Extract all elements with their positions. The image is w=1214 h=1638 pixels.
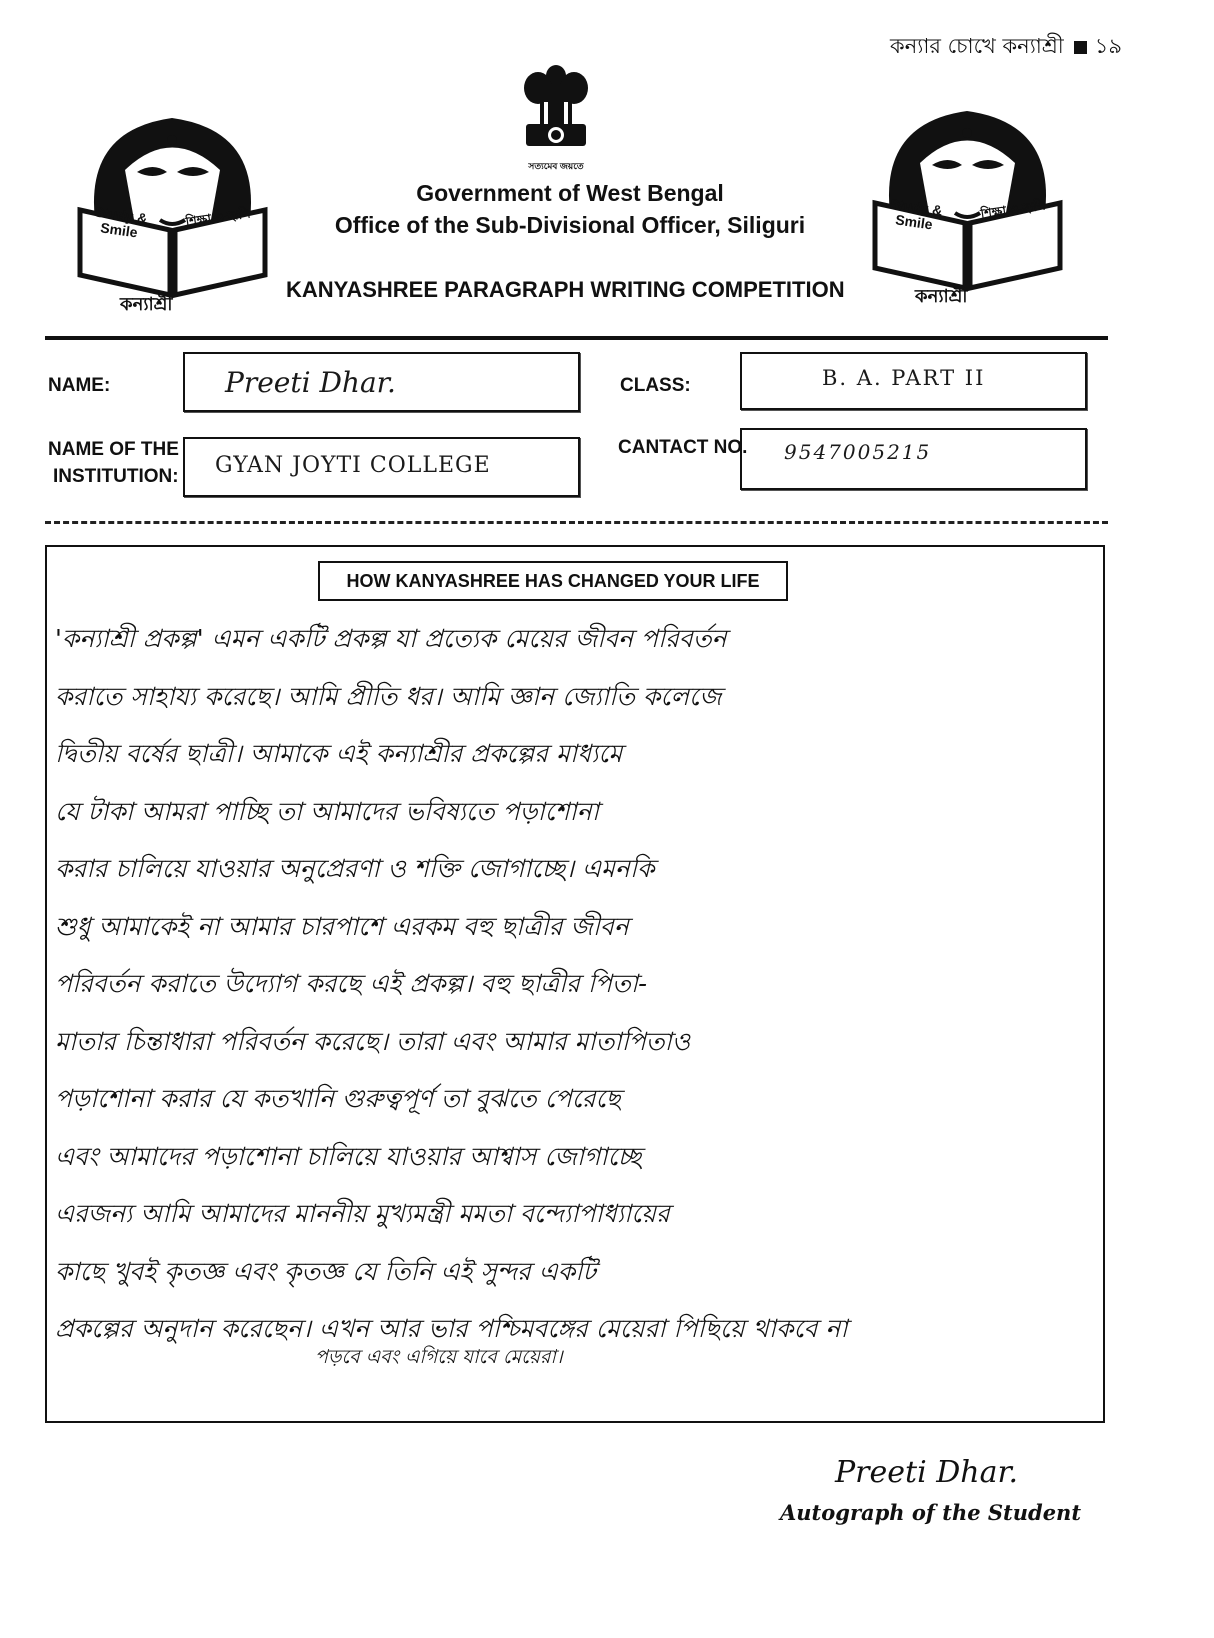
essay-line: এবং আমাদের পড়াশোনা চালিয়ে যাওয়ার আশ্বাস জোগাচ্ছে [55,1141,642,1171]
page-number: ১৯ [1094,34,1122,58]
header-divider [45,336,1108,340]
logo-caption: কন্যাশ্রী [120,294,173,314]
logo-text-right: শিক্ষা ও হাসি [184,205,252,230]
class-label: CLASS: [620,375,691,396]
government-title: Government of West Bengal [416,180,724,206]
logo-text-left-2: Study & Smile [888,195,944,233]
essay-line: করাতে সাহায্য করেছে। আমি প্রীতি ধর। আমি জ্ঞান জ্যোতি কলেজে [55,681,722,711]
institution-label-2: INSTITUTION: [53,466,179,487]
essay-line: পরিবর্তন করাতে উদ্যোগ করছে এই প্রকল্প। বহু ছাত্রীর পিতা- [55,969,647,998]
name-label: NAME: [48,375,111,396]
contact-value: 9547005215 [784,440,932,464]
institution-field[interactable] [183,437,580,497]
dashed-divider [45,521,1108,524]
institution-value: GYAN JOYTI COLLEGE [215,453,491,478]
institution-label-1: NAME OF THE [48,439,179,460]
essay-line-last: পড়বে এবং এগিয়ে যাবে মেয়েরা। [315,1345,563,1368]
essay-heading: HOW KANYASHREE HAS CHANGED YOUR LIFE [318,561,788,601]
logo-text-right-2: শিক্ষা ও হাসি [979,197,1047,222]
essay-line: 'কন্যাশ্রী প্রকল্প' এমন একটি প্রকল্প যা প্রত্যেক মেয়ের জীবন পরিবর্তন [55,624,727,653]
class-field[interactable] [740,352,1087,410]
essay-line: মাতার চিন্তাধারা পরিবর্তন করেছে। তারা এবং আমার মাতাপিতাও [55,1026,691,1056]
essay-text [55,610,1095,1370]
essay-line: শুধু আমাকেই না আমার চারপাশে এরকম বহু ছাত্রীর জীবন [55,911,629,941]
essay-line: এরজন্য আমি আমাদের মাননীয় মুখ্যমন্ত্রী মমতা বন্দ্যোপাধ্যায়ের [55,1199,670,1228]
logo-caption-2: কন্যাশ্রী [915,286,968,306]
name-field[interactable] [183,352,580,412]
essay-line: দ্বিতীয় বর্ষের ছাত্রী। আমাকে এই কন্যাশ্রীর প্রকল্পের মাধ্যমে [55,739,623,768]
state-emblem [518,62,594,170]
essay-line: যে টাকা আমরা পাচ্ছি তা আমাদের ভবিষ্যতে পড়াশোনা [55,796,599,826]
logo-text-left: Study & Smile [93,203,149,241]
class-value: B. A. PART II [822,366,986,390]
essay-line: পড়াশোনা করার যে কতখানি গুরুত্বপূর্ণ তা বুঝতে পেরেছে [55,1084,621,1113]
square-bullet-icon [1074,41,1087,54]
essay-line: কাছে খুবই কৃতজ্ঞ এবং কৃতজ্ঞ যে তিনি এই সুন্দর একটি [55,1256,596,1286]
signature-caption: Autograph of the Student [780,1500,1082,1525]
essay-line: প্রকল্পের অনুদান করেছেন। এখন আর ভার পশ্চিমবঙ্গের মেয়েরা পিছিয়ে থাকবে না [55,1314,848,1343]
contact-field[interactable] [740,428,1087,490]
office-title: Office of the Sub-Divisional Officer, Siliguri [334,212,806,238]
page-header-text: কন্যার চোখে কন্যাশ্রী [890,34,1064,58]
essay-line: করার চালিয়ে যাওয়ার অনুপ্রেরণা ও শক্তি জোগাচ্ছে। এমনকি [55,854,655,883]
contact-label: CANTACT NO. [618,437,748,458]
name-value: Preeti Dhar. [225,366,396,399]
page-header [890,30,1122,65]
lion-capital-icon [518,62,594,154]
student-signature: Preeti Dhar. [835,1455,1019,1490]
competition-title: KANYASHREE PARAGRAPH WRITING COMPETITION [286,277,845,302]
emblem-motto: সত্যমেব জয়তে [528,161,584,171]
